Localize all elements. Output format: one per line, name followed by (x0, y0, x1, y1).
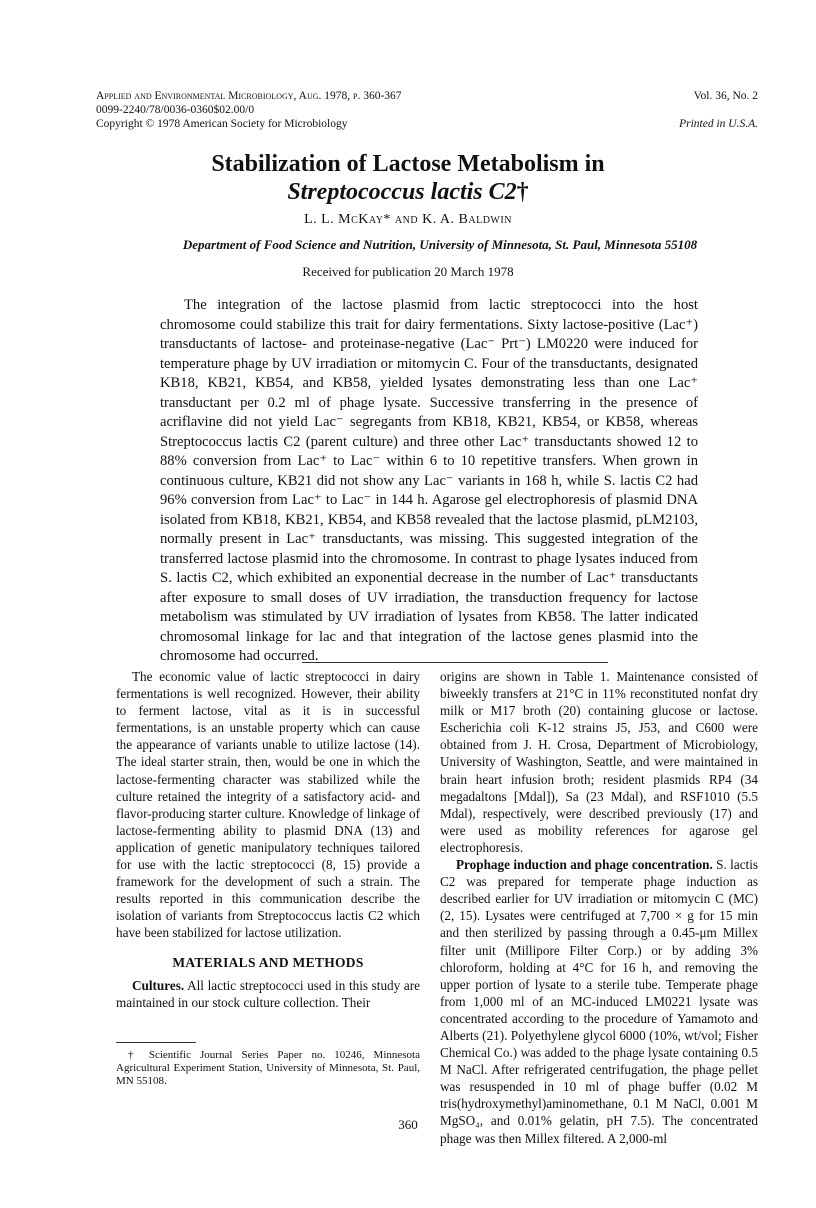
title-dagger: † (516, 179, 529, 205)
title-line-2: Streptococcus lactis C2 (287, 179, 517, 205)
section-heading: MATERIALS AND METHODS (172, 954, 364, 970)
intro-paragraph: The economic value of lactic streptococci in dairy fermentations is well recognized. However, their ability to ferment lactose, vital as it is in successful fermentations, is an unstable property which can cause the appearance of variants unable to utilize lactose (14). The ideal starter strain, then, would be one in which the lactose-fermenting character was stabilized while the culture retained the integrity of a satisfactory acid- and flavor-producing starter culture. Knowledge of linkage of lactose-fermenting ability to plasmid DNA (13) and application of genetic manipulatory techniques tailored for use with the lactic streptococci (8, 15) provide a framework for the development of such a strain. The results reported in this communication describe the isolation of variants from Streptococcus lactis C2 which have been stabilized for lactose utilization. (116, 669, 420, 941)
abstract: The integration of the lactose plasmid from lactic streptococci into the host chromosome could stabilize this trait for dairy fermentations. Sixty lactose-positive (Lac⁺) transductants of lactose- and proteinase-negative (Lac⁻ Prt⁻) LM0220 were induced for temperature phage by UV irradiation or mitomycin C. Four of the transductants, designated KB18, KB21, KB54, and KB58, yielded lysates demonstrating less than one Lac⁺ transductant per 0.2 ml of phage lysate. Successive transferring in the presence of acriflavine did not yield Lac⁻ segregants from KB18, KB21, KB54, or KB58, whereas Streptococcus lactis C2 (parent culture) and three other Lac⁺ transductants showed 12 to 88% conversion from Lac⁺ to Lac⁻ within 6 to 10 repetitive transfers. When grown in continuous culture, KB21 did not show any Lac⁻ variants in 168 h, while S. lactis C2 had 96% conversion from Lac⁺ to Lac⁻ in 144 h. Agarose gel electrophoresis of plasmid DNA isolated from KB18, KB21, KB54, and KB58 revealed that the lactose plasmid, pLM2103, normally present in Lac⁺ transductants, was missing. This suggested integration of the transferred lactose plasmid into the chromosome. In contrast to phage lysates induced from S. lactis C2, which exhibited an exponential decrease in the number of Lac⁺ transductants after exposure to small doses of UV irradiation, the transduction frequency for lactose metabolism was stimulated by UV irradiation of lysates from KB58. The latter indicated chromosomal linkage for lac and that integration of the lactose genes plasmid into the chromosome had occurred. (160, 297, 698, 664)
affiliation: Department of Food Science and Nutrition, University of Minnesota, St. Paul, Minnesota 55108 (182, 237, 698, 252)
received-date: Received for publication 20 March 1978 (302, 264, 514, 279)
footnote-rule (116, 1042, 196, 1043)
journal-header (96, 89, 516, 131)
journal-citation: Applied and Environmental Microbiology, Aug. 1978, p. 360-367 (96, 90, 402, 102)
printed-in: Printed in U.S.A. (679, 118, 758, 130)
authors: L. L. McKay* and K. A. Baldwin (304, 212, 512, 227)
origins-paragraph: origins are shown in Table 1. Maintenance consisted of biweekly transfers at 21°C in 11% reconstituted nonfat dry milk or M17 broth (20) containing glucose or lactose. Escherichia coli K-12 strains J5, J53, and C600 were obtained from J. H. Crosa, Department of Microbiology, University of Washington, Seattle, and were maintained in brain heart infusion broth; resident plasmids RP4 (34 megadaltons [Mdal]), Sa (23 Mdal), and RSF1010 (5.5 Mdal), respectively, were described previously (17) and were used as mobility references for agarose gel electrophoresis. (440, 669, 758, 855)
footnote: † Scientific Journal Series Paper no. 10246, Minnesota Agricultural Experiment Station, University of Minnesota, St. Paul, MN 55108. (116, 1049, 420, 1087)
journal-code: 0099-2240/78/0036-0360$02.00/0 (96, 104, 255, 116)
cultures-label: Cultures. (132, 977, 185, 993)
volume-label: Vol. 36, No. 2 (693, 90, 758, 102)
article-title (0, 150, 816, 206)
volume-block (560, 89, 758, 131)
right-column (440, 668, 758, 1147)
prophage-label: Prophage induction and phage concentration. (456, 857, 713, 873)
cultures-text: All lactic streptococci used in this study are maintained in our stock culture collection. Their (116, 977, 420, 1010)
section-divider (302, 662, 608, 663)
page-number: 360 (398, 1117, 418, 1132)
copyright-line: Copyright © 1978 American Society for Microbiology (96, 118, 348, 130)
prophage-text: S. lactis C2 was prepared for temperate phage induction as described earlier for UV irradiation or mitomycin C (MC) (2, 15). Lysates were centrifuged at 7,700 × g for 15 min and then sterilized by passing through a 0.45-μm Millex filter unit (Millipore Filter Corp.) or by adding 3% chloroform, holding at 4°C for 16 h, and removing the upper portion of lysate to a sterile tube. Temperate phage from 1,000 ml of an MC-induced LM0221 lysate was concentrated according to the procedure of Yamamoto and Alberts (21). Polyethylene glycol 6000 (10%, wt/vol; Fisher Chemical Co.) was added to the phage lysate containing 0.5 M NaCl. After refrigerated centrifugation, the phage pellet was resuspended in 10 ml of phage buffer (0.02 M tris(hydroxymethyl)aminomethane, 0.1 M NaCl, 0.001 M MgSO₄, and 0.01% gelatin, pH 7.5). The concentrated phage was then Millex filtered. A 2,000-ml (440, 857, 759, 1146)
title-line-1: Stabilization of Lactose Metabolism in (211, 151, 605, 177)
left-column (116, 668, 420, 1011)
